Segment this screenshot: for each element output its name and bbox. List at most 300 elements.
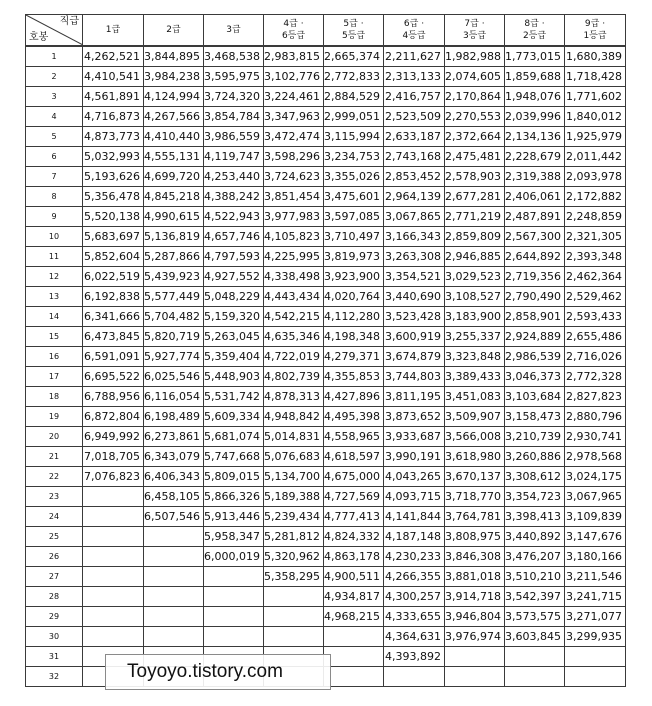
salary-cell (324, 647, 384, 667)
salary-cell: 5,239,434 (264, 507, 324, 527)
salary-cell: 6,000,019 (204, 547, 264, 567)
step-number-cell: 12 (26, 267, 83, 287)
salary-cell: 4,141,844 (384, 507, 445, 527)
table-row (26, 46, 626, 67)
step-number-cell: 20 (26, 427, 83, 447)
salary-cell: 4,333,655 (384, 607, 445, 627)
salary-cell: 4,699,720 (144, 167, 204, 187)
salary-cell: 4,338,498 (264, 267, 324, 287)
salary-cell: 3,347,963 (264, 107, 324, 127)
salary-cell: 3,147,676 (565, 527, 626, 547)
salary-cell: 4,267,566 (144, 107, 204, 127)
salary-cell: 6,025,546 (144, 367, 204, 387)
grade-header-line1: 4급 · (283, 19, 304, 29)
grade-header-line2: 4등급 (402, 31, 426, 41)
salary-cell (204, 627, 264, 647)
step-number-cell: 15 (26, 327, 83, 347)
table-row (26, 387, 626, 407)
salary-cell: 4,635,346 (264, 327, 324, 347)
salary-cell (144, 547, 204, 567)
salary-cell: 3,108,527 (445, 287, 505, 307)
salary-cell: 3,710,497 (324, 227, 384, 247)
salary-cell: 4,105,823 (264, 227, 324, 247)
salary-cell: 3,946,804 (445, 607, 505, 627)
salary-cell: 1,859,688 (505, 67, 565, 87)
salary-cell: 5,609,334 (204, 407, 264, 427)
salary-cell: 5,704,482 (144, 307, 204, 327)
salary-cell: 3,067,865 (384, 207, 445, 227)
salary-cell: 2,321,305 (565, 227, 626, 247)
salary-cell: 3,933,687 (384, 427, 445, 447)
step-number-cell: 17 (26, 367, 83, 387)
salary-cell (204, 607, 264, 627)
grade-header-2 (144, 15, 204, 47)
salary-cell: 5,927,774 (144, 347, 204, 367)
salary-cell: 3,102,776 (264, 67, 324, 87)
salary-cell (83, 507, 144, 527)
salary-cell: 4,948,842 (264, 407, 324, 427)
salary-cell: 4,797,593 (204, 247, 264, 267)
salary-cell: 3,234,753 (324, 147, 384, 167)
table-row (26, 107, 626, 127)
salary-cell: 3,595,975 (204, 67, 264, 87)
salary-cell: 4,495,398 (324, 407, 384, 427)
salary-cell: 4,020,764 (324, 287, 384, 307)
salary-cell: 5,439,923 (144, 267, 204, 287)
salary-cell: 2,978,568 (565, 447, 626, 467)
table-row (26, 447, 626, 467)
salary-cell: 3,718,770 (445, 487, 505, 507)
salary-cell: 2,134,136 (505, 127, 565, 147)
salary-cell (144, 587, 204, 607)
salary-cell (264, 607, 324, 627)
grade-header-9 (565, 15, 626, 47)
salary-cell (83, 587, 144, 607)
salary-cell (83, 627, 144, 647)
salary-cell: 3,600,919 (384, 327, 445, 347)
salary-cell: 3,542,397 (505, 587, 565, 607)
table-row (26, 207, 626, 227)
salary-cell: 6,473,845 (83, 327, 144, 347)
salary-cell: 7,018,705 (83, 447, 144, 467)
salary-cell: 3,618,980 (445, 447, 505, 467)
salary-cell: 3,029,523 (445, 267, 505, 287)
step-number-cell: 21 (26, 447, 83, 467)
salary-cell: 6,949,992 (83, 427, 144, 447)
step-number-cell: 2 (26, 67, 83, 87)
salary-cell: 3,990,191 (384, 447, 445, 467)
salary-cell: 4,112,280 (324, 307, 384, 327)
salary-cell: 5,356,478 (83, 187, 144, 207)
salary-cell: 4,388,242 (204, 187, 264, 207)
salary-cell: 2,880,796 (565, 407, 626, 427)
salary-cell: 4,522,943 (204, 207, 264, 227)
table-row (26, 287, 626, 307)
corner-header-cell (26, 15, 83, 47)
salary-cell: 4,934,817 (324, 587, 384, 607)
salary-cell: 5,683,697 (83, 227, 144, 247)
salary-cell: 2,523,509 (384, 107, 445, 127)
grade-header-line2: 6등급 (281, 31, 306, 41)
salary-cell: 3,355,026 (324, 167, 384, 187)
salary-cell: 6,022,519 (83, 267, 144, 287)
salary-cell: 3,986,559 (204, 127, 264, 147)
step-number-cell: 19 (26, 407, 83, 427)
table-row (26, 167, 626, 187)
salary-cell: 3,308,612 (505, 467, 565, 487)
salary-cell (445, 667, 505, 687)
salary-cell: 3,451,083 (445, 387, 505, 407)
grade-header-line2: 1등급 (583, 31, 607, 41)
salary-cell: 4,230,233 (384, 547, 445, 567)
salary-cell: 2,924,889 (505, 327, 565, 347)
salary-cell: 4,355,853 (324, 367, 384, 387)
salary-cell: 2,593,433 (565, 307, 626, 327)
step-number-cell: 13 (26, 287, 83, 307)
salary-cell: 2,529,462 (565, 287, 626, 307)
grade-header-line2: 5등급 (341, 31, 366, 41)
salary-cell: 4,777,413 (324, 507, 384, 527)
grade-header-3 (204, 15, 264, 47)
table-row (26, 527, 626, 547)
step-number-cell: 4 (26, 107, 83, 127)
salary-cell: 3,271,077 (565, 607, 626, 627)
salary-cell: 5,048,229 (204, 287, 264, 307)
grade-header-line1: 7급 · (464, 19, 485, 29)
salary-cell: 3,354,521 (384, 267, 445, 287)
table-row (26, 87, 626, 107)
salary-cell: 2,999,051 (324, 107, 384, 127)
table-row (26, 327, 626, 347)
salary-cell: 4,443,434 (264, 287, 324, 307)
salary-cell: 3,724,320 (204, 87, 264, 107)
salary-cell: 2,771,219 (445, 207, 505, 227)
salary-cell: 3,166,343 (384, 227, 445, 247)
salary-cell: 2,858,901 (505, 307, 565, 327)
salary-cell: 3,984,238 (144, 67, 204, 87)
salary-cell (83, 547, 144, 567)
salary-cell: 2,853,452 (384, 167, 445, 187)
step-number-cell: 8 (26, 187, 83, 207)
grade-header-line1: 3급 (226, 25, 241, 35)
step-number-cell: 10 (26, 227, 83, 247)
salary-cell: 3,808,975 (445, 527, 505, 547)
salary-cell: 4,727,569 (324, 487, 384, 507)
salary-cell (144, 527, 204, 547)
salary-cell: 2,074,605 (445, 67, 505, 87)
salary-cell: 3,881,018 (445, 567, 505, 587)
salary-cell: 3,067,965 (565, 487, 626, 507)
salary-cell: 2,093,978 (565, 167, 626, 187)
salary-cell: 3,724,623 (264, 167, 324, 187)
grade-header-line1: 8급 · (524, 19, 545, 29)
salary-cell: 2,946,885 (445, 247, 505, 267)
salary-cell: 2,313,133 (384, 67, 445, 87)
salary-cell: 3,844,895 (144, 46, 204, 67)
salary-cell: 2,228,679 (505, 147, 565, 167)
salary-cell: 3,846,308 (445, 547, 505, 567)
salary-cell: 2,790,490 (505, 287, 565, 307)
salary-cell: 4,262,521 (83, 46, 144, 67)
salary-cell: 1,771,602 (565, 87, 626, 107)
salary-cell: 2,319,388 (505, 167, 565, 187)
salary-cell: 5,359,404 (204, 347, 264, 367)
salary-cell: 2,462,364 (565, 267, 626, 287)
salary-cell: 3,472,474 (264, 127, 324, 147)
salary-cell: 6,341,666 (83, 307, 144, 327)
salary-cell: 4,542,215 (264, 307, 324, 327)
salary-cell: 2,011,442 (565, 147, 626, 167)
salary-cell: 4,558,965 (324, 427, 384, 447)
salary-cell: 4,824,332 (324, 527, 384, 547)
grade-header-line2: 2등급 (522, 31, 547, 41)
salary-cell (565, 667, 626, 687)
salary-cell: 2,859,809 (445, 227, 505, 247)
salary-cell: 5,193,626 (83, 167, 144, 187)
salary-cell: 4,093,715 (384, 487, 445, 507)
grade-header-1 (83, 15, 144, 47)
salary-cell: 4,863,178 (324, 547, 384, 567)
salary-cell: 4,364,631 (384, 627, 445, 647)
salary-cell: 3,354,723 (505, 487, 565, 507)
salary-cell: 2,677,281 (445, 187, 505, 207)
salary-cell: 3,598,296 (264, 147, 324, 167)
salary-cell: 3,977,983 (264, 207, 324, 227)
salary-cell: 3,024,175 (565, 467, 626, 487)
salary-cell: 4,253,440 (204, 167, 264, 187)
salary-cell: 2,270,553 (445, 107, 505, 127)
salary-cell: 6,343,079 (144, 447, 204, 467)
salary-cell (264, 587, 324, 607)
salary-cell: 3,923,900 (324, 267, 384, 287)
table-row (26, 67, 626, 87)
salary-cell: 4,878,313 (264, 387, 324, 407)
salary-cell: 5,913,446 (204, 507, 264, 527)
salary-cell: 2,665,374 (324, 46, 384, 67)
salary-cell: 3,854,784 (204, 107, 264, 127)
salary-cell: 5,531,742 (204, 387, 264, 407)
salary-cell: 4,900,511 (324, 567, 384, 587)
step-number-cell: 25 (26, 527, 83, 547)
salary-cell: 4,043,265 (384, 467, 445, 487)
salary-cell (144, 607, 204, 627)
salary-cell: 3,440,892 (505, 527, 565, 547)
salary-cell: 5,189,388 (264, 487, 324, 507)
salary-cell: 2,416,757 (384, 87, 445, 107)
salary-cell: 2,986,539 (505, 347, 565, 367)
salary-cell: 2,211,627 (384, 46, 445, 67)
salary-cell: 3,183,900 (445, 307, 505, 327)
salary-cell: 6,695,522 (83, 367, 144, 387)
grade-header-line1: 5급 · (343, 19, 364, 29)
salary-cell: 3,260,886 (505, 447, 565, 467)
salary-cell: 5,287,866 (144, 247, 204, 267)
salary-cell: 4,225,995 (264, 247, 324, 267)
salary-cell: 5,958,347 (204, 527, 264, 547)
salary-cell (144, 567, 204, 587)
table-row (26, 187, 626, 207)
step-number-cell: 27 (26, 567, 83, 587)
step-axis-label: 호봉 (29, 32, 49, 43)
salary-cell (505, 667, 565, 687)
step-number-cell: 28 (26, 587, 83, 607)
salary-cell: 5,520,138 (83, 207, 144, 227)
table-row (26, 367, 626, 387)
salary-table (25, 14, 626, 687)
salary-cell: 6,591,091 (83, 347, 144, 367)
salary-cell: 2,633,187 (384, 127, 445, 147)
salary-cell: 5,681,074 (204, 427, 264, 447)
salary-cell: 1,680,389 (565, 46, 626, 67)
salary-cell: 3,851,454 (264, 187, 324, 207)
salary-cell: 4,675,000 (324, 467, 384, 487)
salary-cell: 3,224,461 (264, 87, 324, 107)
salary-cell: 3,573,575 (505, 607, 565, 627)
watermark-label: Toyoyo.tistory.com (105, 654, 331, 690)
salary-cell (384, 667, 445, 687)
step-number-cell: 23 (26, 487, 83, 507)
salary-cell: 2,716,026 (565, 347, 626, 367)
salary-cell: 1,718,428 (565, 67, 626, 87)
salary-cell: 2,567,300 (505, 227, 565, 247)
salary-cell: 3,523,428 (384, 307, 445, 327)
salary-cell: 3,744,803 (384, 367, 445, 387)
grade-header-4 (264, 15, 324, 47)
salary-cell: 4,198,348 (324, 327, 384, 347)
salary-cell: 4,187,148 (384, 527, 445, 547)
table-row (26, 587, 626, 607)
salary-cell: 2,719,356 (505, 267, 565, 287)
salary-cell: 2,964,139 (384, 187, 445, 207)
salary-cell: 1,982,988 (445, 46, 505, 67)
salary-cell: 6,198,489 (144, 407, 204, 427)
pay-scale-sheet (25, 14, 626, 687)
salary-cell: 4,124,994 (144, 87, 204, 107)
salary-cell: 4,300,257 (384, 587, 445, 607)
salary-cell: 4,873,773 (83, 127, 144, 147)
salary-cell: 5,263,045 (204, 327, 264, 347)
salary-cell: 5,134,700 (264, 467, 324, 487)
header-row (26, 15, 626, 47)
salary-cell (83, 487, 144, 507)
salary-cell: 4,845,218 (144, 187, 204, 207)
grade-header-8 (505, 15, 565, 47)
salary-cell: 2,406,061 (505, 187, 565, 207)
salary-cell: 4,927,552 (204, 267, 264, 287)
salary-cell: 4,990,615 (144, 207, 204, 227)
step-number-cell: 7 (26, 167, 83, 187)
salary-cell: 3,115,994 (324, 127, 384, 147)
step-number-cell: 6 (26, 147, 83, 167)
grade-header-line1: 2급 (166, 25, 181, 35)
salary-cell: 4,555,131 (144, 147, 204, 167)
salary-cell: 5,577,449 (144, 287, 204, 307)
salary-cell (505, 647, 565, 667)
salary-cell: 4,393,892 (384, 647, 445, 667)
salary-cell: 5,820,719 (144, 327, 204, 347)
salary-cell (324, 627, 384, 647)
salary-cell: 3,976,974 (445, 627, 505, 647)
salary-cell (324, 667, 384, 687)
step-number-cell: 5 (26, 127, 83, 147)
salary-cell (264, 627, 324, 647)
step-number-cell: 30 (26, 627, 83, 647)
salary-cell: 2,578,903 (445, 167, 505, 187)
grade-header-line1: 1급 (105, 25, 121, 35)
salary-cell: 5,076,683 (264, 447, 324, 467)
salary-cell: 3,509,907 (445, 407, 505, 427)
salary-cell: 4,618,597 (324, 447, 384, 467)
salary-cell: 3,597,085 (324, 207, 384, 227)
salary-cell: 2,827,823 (565, 387, 626, 407)
salary-cell: 2,930,741 (565, 427, 626, 447)
salary-cell: 6,192,838 (83, 287, 144, 307)
salary-cell: 2,983,815 (264, 46, 324, 67)
salary-cell: 5,281,812 (264, 527, 324, 547)
table-row (26, 307, 626, 327)
salary-cell: 6,458,105 (144, 487, 204, 507)
salary-cell: 6,507,546 (144, 507, 204, 527)
table-row (26, 427, 626, 447)
salary-cell: 3,046,373 (505, 367, 565, 387)
salary-cell: 3,670,137 (445, 467, 505, 487)
salary-cell: 1,773,015 (505, 46, 565, 67)
salary-cell: 4,410,440 (144, 127, 204, 147)
salary-cell: 4,279,371 (324, 347, 384, 367)
salary-cell: 3,299,935 (565, 627, 626, 647)
salary-cell: 3,210,739 (505, 427, 565, 447)
salary-cell: 3,103,684 (505, 387, 565, 407)
salary-cell: 2,372,664 (445, 127, 505, 147)
salary-cell: 5,852,604 (83, 247, 144, 267)
salary-cell (83, 607, 144, 627)
table-row (26, 347, 626, 367)
salary-cell: 2,039,996 (505, 107, 565, 127)
salary-cell: 3,109,839 (565, 507, 626, 527)
salary-cell: 4,716,873 (83, 107, 144, 127)
step-number-cell: 14 (26, 307, 83, 327)
salary-cell: 3,819,973 (324, 247, 384, 267)
salary-cell: 6,406,343 (144, 467, 204, 487)
salary-cell: 2,170,864 (445, 87, 505, 107)
salary-cell: 5,809,015 (204, 467, 264, 487)
salary-cell: 3,914,718 (445, 587, 505, 607)
step-number-cell: 16 (26, 347, 83, 367)
table-row (26, 467, 626, 487)
salary-cell: 6,116,054 (144, 387, 204, 407)
salary-cell: 5,747,668 (204, 447, 264, 467)
grade-header-line1: 9급 · (584, 19, 606, 29)
salary-cell (565, 647, 626, 667)
salary-cell: 3,510,210 (505, 567, 565, 587)
salary-cell: 4,561,891 (83, 87, 144, 107)
salary-cell: 6,788,956 (83, 387, 144, 407)
salary-cell: 2,172,882 (565, 187, 626, 207)
step-number-cell: 26 (26, 547, 83, 567)
grade-header-5 (324, 15, 384, 47)
salary-cell: 3,263,308 (384, 247, 445, 267)
table-row (26, 547, 626, 567)
salary-cell: 3,764,781 (445, 507, 505, 527)
salary-cell: 2,644,892 (505, 247, 565, 267)
salary-cell: 1,948,076 (505, 87, 565, 107)
step-number-cell: 9 (26, 207, 83, 227)
salary-cell: 3,674,879 (384, 347, 445, 367)
salary-cell: 4,427,896 (324, 387, 384, 407)
table-body (26, 46, 626, 687)
salary-cell (83, 567, 144, 587)
step-number-cell: 18 (26, 387, 83, 407)
